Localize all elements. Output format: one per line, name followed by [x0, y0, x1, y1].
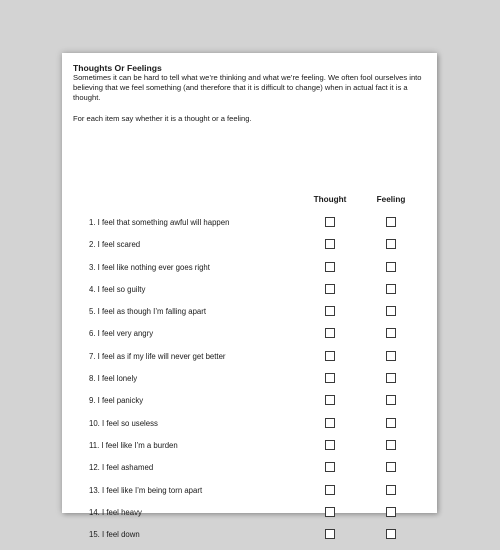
feeling-checkbox[interactable] — [386, 284, 396, 294]
list-item — [62, 305, 437, 327]
list-item — [62, 394, 437, 416]
list-item — [62, 372, 437, 394]
feeling-checkbox[interactable] — [386, 239, 396, 249]
thought-checkbox[interactable] — [325, 306, 335, 316]
list-item — [62, 238, 437, 260]
thought-checkbox[interactable] — [325, 485, 335, 495]
item-label: 9. I feel panicky — [89, 396, 144, 406]
thought-checkbox[interactable] — [325, 395, 335, 405]
list-item — [62, 484, 437, 506]
list-item — [62, 261, 437, 283]
worksheet-page — [62, 53, 437, 540]
column-headers — [62, 195, 437, 207]
column-header-thought: Thought — [313, 195, 347, 204]
list-item — [62, 350, 437, 372]
feeling-checkbox[interactable] — [386, 507, 396, 517]
thought-checkbox[interactable] — [325, 440, 335, 450]
feeling-checkbox[interactable] — [386, 462, 396, 472]
thought-checkbox[interactable] — [325, 284, 335, 294]
list-item — [62, 417, 437, 439]
feeling-checkbox[interactable] — [386, 328, 396, 338]
item-label: 6. I feel very angry — [89, 329, 154, 339]
list-item — [62, 528, 437, 550]
item-label: 10. I feel so useless — [89, 418, 158, 428]
feeling-checkbox[interactable] — [386, 440, 396, 450]
list-item — [62, 461, 437, 483]
worksheet-header — [73, 63, 429, 124]
worksheet-instruction: For each item say whether it is a thought or a feeling. — [73, 113, 252, 123]
item-label: 8. I feel lonely — [89, 374, 138, 384]
feeling-checkbox[interactable] — [386, 485, 396, 495]
item-label: 2. I feel scared — [89, 240, 141, 250]
feeling-checkbox[interactable] — [386, 262, 396, 272]
list-item — [62, 506, 437, 528]
item-label: 1. I feel that something awful will happen — [89, 218, 230, 227]
item-label: 11. I feel like I’m a burden — [89, 440, 178, 450]
worksheet-intro: Sometimes it can be hard to tell what we’re thinking and what we’re feeling. We often fool ourselves into believing that we feel something (and therefore that it is difficult to change) when in actual fact it is a thought. — [73, 73, 422, 103]
item-label: 7. I feel as if my life will never get better — [89, 351, 226, 361]
feeling-checkbox[interactable] — [386, 217, 396, 227]
thought-checkbox[interactable] — [325, 239, 335, 249]
item-label: 15. I feel down — [89, 530, 140, 540]
feeling-checkbox[interactable] — [386, 351, 396, 361]
thought-checkbox[interactable] — [325, 507, 335, 517]
worksheet-title: Thoughts Or Feelings — [73, 63, 162, 73]
thought-checkbox[interactable] — [325, 351, 335, 361]
item-label: 4. I feel so guilty — [89, 284, 146, 294]
thought-checkbox[interactable] — [325, 373, 335, 383]
thought-checkbox[interactable] — [325, 262, 335, 272]
feeling-checkbox[interactable] — [386, 306, 396, 316]
thought-checkbox[interactable] — [325, 328, 335, 338]
list-item — [62, 439, 437, 461]
feeling-checkbox[interactable] — [386, 529, 396, 539]
thought-checkbox[interactable] — [325, 217, 335, 227]
thought-checkbox[interactable] — [325, 418, 335, 428]
feeling-checkbox[interactable] — [386, 373, 396, 383]
feeling-checkbox[interactable] — [386, 418, 396, 428]
item-label: 5. I feel as though I’m falling apart — [89, 307, 207, 317]
column-header-feeling: Feeling — [376, 195, 406, 204]
item-label: 13. I feel like I’m being torn apart — [89, 485, 203, 495]
item-label: 3. I feel like nothing ever goes right — [89, 262, 210, 272]
list-item — [62, 283, 437, 305]
thought-checkbox[interactable] — [325, 462, 335, 472]
thought-checkbox[interactable] — [325, 529, 335, 539]
feeling-checkbox[interactable] — [386, 395, 396, 405]
list-item — [62, 216, 437, 238]
list-item — [62, 327, 437, 349]
item-label: 12. I feel ashamed — [89, 463, 154, 473]
item-label: 14. I feel heavy — [89, 507, 142, 517]
